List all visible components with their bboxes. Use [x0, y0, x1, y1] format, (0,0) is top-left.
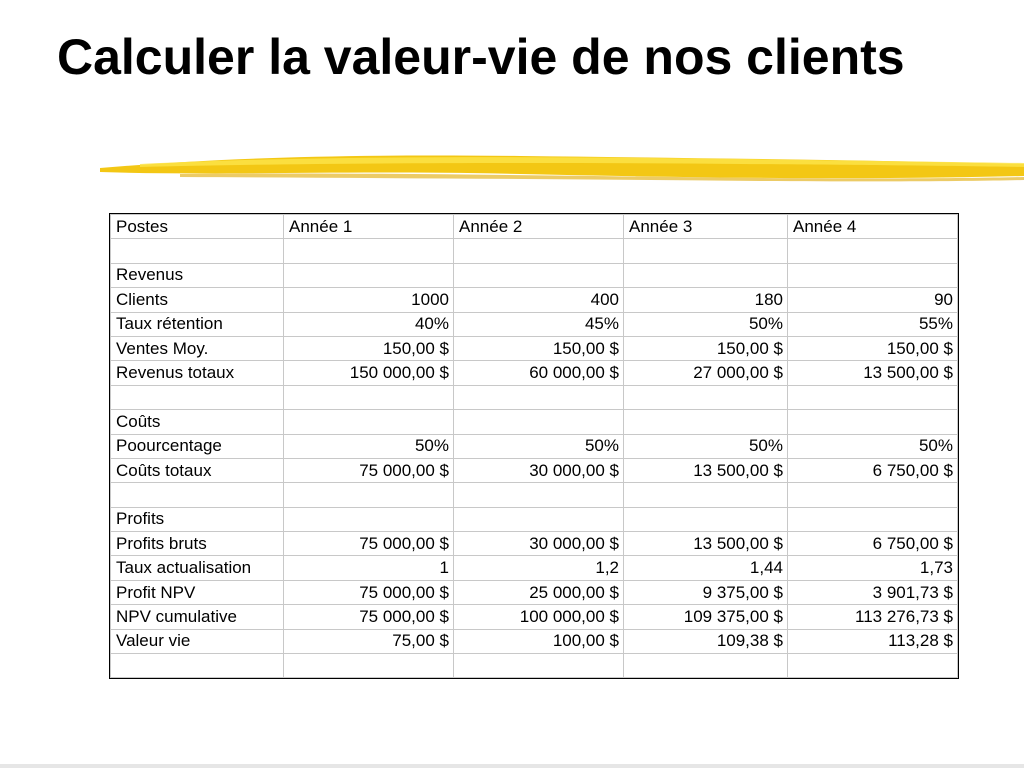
table-cell: 150,00 $ [624, 336, 788, 360]
table-cell [284, 263, 454, 287]
table-cell: 55% [788, 312, 958, 336]
table-row [111, 361, 958, 385]
table-cell: 6 750,00 $ [788, 458, 958, 482]
table-header-cell: Postes [111, 215, 284, 239]
table-cell [624, 263, 788, 287]
table-cell: 1000 [284, 288, 454, 312]
row-label-cell [111, 654, 284, 678]
table-row [111, 458, 958, 482]
table-row [111, 410, 958, 434]
table-cell [284, 507, 454, 531]
row-label-cell [111, 483, 284, 507]
table-cell: 40% [284, 312, 454, 336]
table-cell: 50% [284, 434, 454, 458]
table-row [111, 263, 958, 287]
table-row [111, 556, 958, 580]
table-cell: 100 000,00 $ [454, 605, 624, 629]
row-label-cell: Coûts [111, 410, 284, 434]
table-cell: 6 750,00 $ [788, 532, 958, 556]
table-cell: 50% [624, 312, 788, 336]
table-cell: 25 000,00 $ [454, 580, 624, 604]
table-cell: 50% [624, 434, 788, 458]
table-cell [454, 483, 624, 507]
row-label-cell: Ventes Moy. [111, 336, 284, 360]
table-cell: 109 375,00 $ [624, 605, 788, 629]
row-label-cell: NPV cumulative [111, 605, 284, 629]
table-row [111, 507, 958, 531]
table-cell: 13 500,00 $ [788, 361, 958, 385]
table-cell: 50% [454, 434, 624, 458]
row-label-cell: Revenus totaux [111, 361, 284, 385]
table-header-row [111, 215, 958, 239]
table-cell: 75 000,00 $ [284, 458, 454, 482]
table-cell: 13 500,00 $ [624, 532, 788, 556]
row-label-cell: Taux rétention [111, 312, 284, 336]
row-label-cell: Profits bruts [111, 532, 284, 556]
table-cell [454, 654, 624, 678]
data-table-container [109, 213, 959, 679]
table-cell [284, 385, 454, 409]
table-row [111, 629, 958, 653]
table-row [111, 605, 958, 629]
table-cell [624, 410, 788, 434]
row-label-cell: Valeur vie [111, 629, 284, 653]
data-table [110, 214, 958, 678]
table-cell: 90 [788, 288, 958, 312]
table-cell: 150,00 $ [284, 336, 454, 360]
table-cell [624, 507, 788, 531]
table-cell: 30 000,00 $ [454, 532, 624, 556]
table-cell [284, 654, 454, 678]
table-cell: 1,44 [624, 556, 788, 580]
row-label-cell: Coûts totaux [111, 458, 284, 482]
row-label-cell [111, 239, 284, 263]
table-row [111, 239, 958, 263]
table-row [111, 483, 958, 507]
table-row [111, 434, 958, 458]
table-cell [624, 239, 788, 263]
footer-divider [0, 764, 1024, 768]
row-label-cell [111, 385, 284, 409]
table-cell [624, 483, 788, 507]
table-row [111, 654, 958, 678]
table-header-cell: Année 3 [624, 215, 788, 239]
row-label-cell: Taux actualisation [111, 556, 284, 580]
table-cell [788, 410, 958, 434]
table-row [111, 336, 958, 360]
table-cell: 75 000,00 $ [284, 580, 454, 604]
table-cell [788, 654, 958, 678]
table-cell [454, 263, 624, 287]
table-header-cell: Année 1 [284, 215, 454, 239]
table-row [111, 580, 958, 604]
table-row [111, 312, 958, 336]
table-cell [454, 507, 624, 531]
table-cell: 150 000,00 $ [284, 361, 454, 385]
table-cell [788, 239, 958, 263]
table-cell: 1 [284, 556, 454, 580]
table-cell: 1,2 [454, 556, 624, 580]
table-cell: 109,38 $ [624, 629, 788, 653]
table-cell: 45% [454, 312, 624, 336]
table-cell: 50% [788, 434, 958, 458]
row-label-cell: Profits [111, 507, 284, 531]
table-cell: 30 000,00 $ [454, 458, 624, 482]
table-cell [454, 239, 624, 263]
table-row [111, 385, 958, 409]
table-cell: 113 276,73 $ [788, 605, 958, 629]
table-cell: 1,73 [788, 556, 958, 580]
table-cell [284, 483, 454, 507]
table-cell [284, 239, 454, 263]
table-cell: 75 000,00 $ [284, 532, 454, 556]
table-cell: 60 000,00 $ [454, 361, 624, 385]
table-cell: 9 375,00 $ [624, 580, 788, 604]
table-cell: 13 500,00 $ [624, 458, 788, 482]
table-cell: 3 901,73 $ [788, 580, 958, 604]
table-cell: 113,28 $ [788, 629, 958, 653]
table-cell [788, 507, 958, 531]
row-label-cell: Revenus [111, 263, 284, 287]
table-cell: 75 000,00 $ [284, 605, 454, 629]
table-cell: 150,00 $ [788, 336, 958, 360]
table-cell: 100,00 $ [454, 629, 624, 653]
table-row [111, 288, 958, 312]
table-cell [788, 385, 958, 409]
table-cell [454, 385, 624, 409]
row-label-cell: Profit NPV [111, 580, 284, 604]
table-cell [788, 263, 958, 287]
table-header-cell: Année 2 [454, 215, 624, 239]
highlighter-stroke [100, 150, 1024, 186]
table-header-cell: Année 4 [788, 215, 958, 239]
row-label-cell: Poourcentage [111, 434, 284, 458]
slide-title: Calculer la valeur-vie de nos clients [57, 29, 905, 85]
table-cell [624, 385, 788, 409]
table-cell: 150,00 $ [454, 336, 624, 360]
table-cell: 180 [624, 288, 788, 312]
table-cell [454, 410, 624, 434]
table-cell: 27 000,00 $ [624, 361, 788, 385]
row-label-cell: Clients [111, 288, 284, 312]
table-cell: 75,00 $ [284, 629, 454, 653]
table-cell [284, 410, 454, 434]
table-cell: 400 [454, 288, 624, 312]
table-cell [624, 654, 788, 678]
table-row [111, 532, 958, 556]
table-cell [788, 483, 958, 507]
